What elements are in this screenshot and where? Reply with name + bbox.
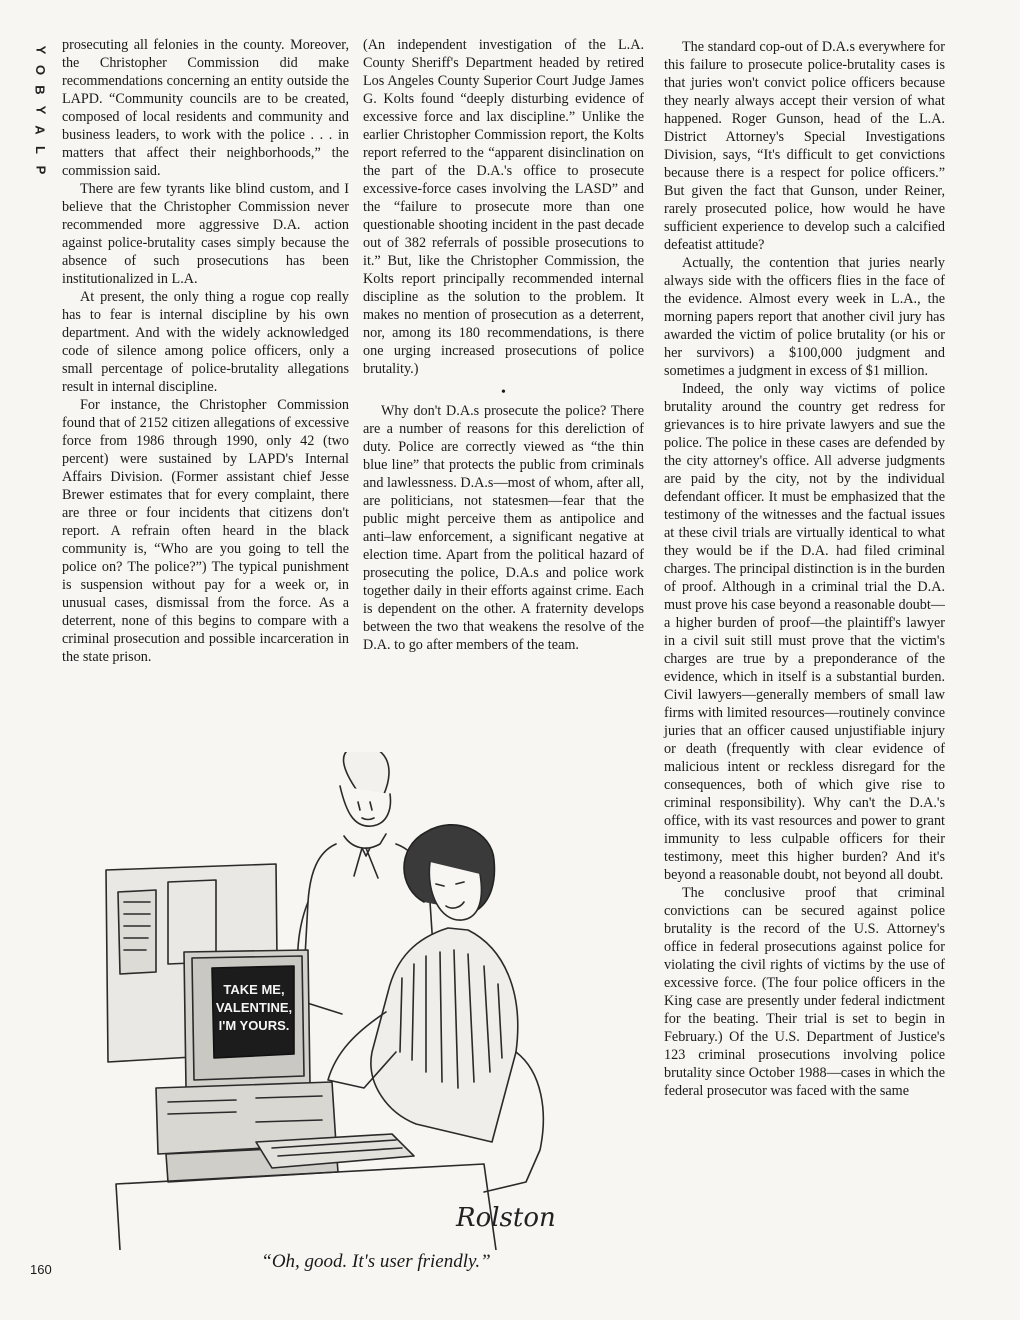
magazine-letter: B bbox=[32, 85, 48, 95]
cartoon-illustration bbox=[96, 752, 626, 1250]
paragraph: For instance, the Christopher Commission found that of 2152 citizen allegations of excessive force from 1986 through 1990, only 42 (two percent) were sustained by LAPD's Internal Affairs Division. (Former assistant chief Jesse Brewer estimates that for every complaint, there are three or four incidents that citizens don't report. A refrain often heard in the black community is, “Who are you going to tell the police on? The police?”) The typical punishment is suspension without pay for a week or, in unusual cases, dismissal from the force. As a deterrent, none of this begins to compare with a criminal prosecution and possible incarceration in the state prison. bbox=[62, 397, 349, 665]
magazine-letter: A bbox=[32, 125, 48, 135]
screen-text-line: TAKE ME, bbox=[223, 982, 285, 997]
paragraph: (An independent investigation of the L.A. County Sheriff's Department headed by retired Los Angeles County Superior Court Judge James G. Kolts found “deeply disturbing evidence of excessive force and lax discipline.” Unlike the earlier Christopher Commission report, the Kolts report referred to the “apparent disinclination on the part of the D.A.'s office to prosecute excessive-force cases involving the LASD” and the “failure to prosecute more than one questionable shooting incident in the past decade out of 382 referrals of possible prosecutions to it.” But, like the Christopher Commission, the Kolts report principally recommended internal discipline as the solution to the problem. It makes no mention of prosecution as a deterrent, nor, among its 180 recommendations, is there one urging increased prosecutions of police brutality.) bbox=[363, 37, 644, 377]
paragraph: Indeed, the only way victims of police brutality around the country get redress for grievances is to hire private lawyers and sue the police. The police in these cases are defended by the city attorney's office. All adverse judgments are paid by the city, not by the individual defendant officer. It must be emphasized that the testimony of the witnesses and the factual issues at these civil trials are virtually identical to what they would be if the D.A. had filed criminal charges. The principal distinction is in the burden of proof. Although in a criminal trial the D.A. must prove his case beyond a reasonable doubt—a higher burden of proof—the plaintiff's lawyer in a civil suit still must prove that the victim's charges are true by a preponderance of the evidence, which in itself is a substantial burden. Civil lawyers—generally members of small law firms with limited resources—routinely convince juries that an officer caused unjustifiable injury or death (frequently with clear evidence of malicious intent or reckless disregard for the consequences, both of which give rise to criminal responsibility). Why can't the D.A.'s office, with its vast resources and power to grant immunity to less culpable officers for their testimony, meet this higher burden? And it's beyond a reasonable doubt, not beyond all doubt. bbox=[664, 381, 945, 883]
page-number: 160 bbox=[30, 1262, 52, 1277]
screen-text-line: VALENTINE, bbox=[215, 1000, 293, 1015]
article-column-3 bbox=[664, 38, 945, 1100]
article-column-2 bbox=[363, 36, 644, 654]
paragraph: prosecuting all felonies in the county. Moreover, the Christopher Commission did make recommendations concerning an entity outside the LAPD. “Community councils are to be created, composed of local residents and community and business leaders, to work with the police . . . in matters that affect their neighborhoods,” the commission said. bbox=[62, 37, 349, 179]
screen-text-line: I'M YOURS. bbox=[218, 1018, 290, 1033]
paragraph: At present, the only thing a rogue cop really has to fear is internal discipline by his own department. And with the widely acknowledged code of silence among police officers, only a small percentage of police-brutality allegations result in internal discipline. bbox=[62, 289, 349, 395]
cartoon-caption: “Oh, good. It's user friendly.” bbox=[261, 1251, 491, 1272]
paragraph: There are few tyrants like blind custom, and I believe that the Christopher Commission never recommended more aggressive D.A. action against police-brutality cases simply because the absence of such prosecutions has been institutionalized in L.A. bbox=[62, 181, 349, 287]
paragraph: Actually, the contention that juries nearly always side with the officers flies in the face of the evidence. Almost every week in L.A., the morning papers report that another civil jury has awarded the victim of police brutality (or his or her survivors) a $100,000 judgment and sometimes a judgment in excess of $1 million. bbox=[664, 255, 945, 379]
magazine-letter: O bbox=[33, 64, 48, 76]
paragraph: The standard cop-out of D.A.s everywhere for this failure to prosecute police-brutality cases is that juries won't convict police officers because they nearly always accept their version of what happened. Roger Gunson, head of the L.A. District Attorney's Special Investigations Division, says, “It's difficult to get convictions because there is a respect for police officers.” But given the fact that Gunson, under Reiner, rarely prosecuted police, how would he have sufficient experience to develop such a calcified defeatist attitude? bbox=[664, 39, 945, 253]
paragraph: Why don't D.A.s prosecute the police? There are a number of reasons for this dereliction of duty. Police are correctly viewed as “the thin blue line” that protects the public from criminals and lawlessness. D.A.s—most of whom, after all, are politicians, not statesmen—fear that the public might perceive them as antipolice and anti–law enforcement, a significant negative at election time. Apart from the political hazard of prosecuting the police, D.A.s and police work together daily in their efforts against crime. Each is dependent on the other. A fraternity develops between the two that weakens the resolve of the D.A. to go after members of the team. bbox=[363, 403, 644, 653]
article-column-1 bbox=[62, 36, 349, 666]
magazine-letter: Y bbox=[32, 45, 48, 55]
magazine-letter: Y bbox=[32, 105, 48, 115]
magazine-letter: P bbox=[32, 165, 48, 175]
paragraph: The conclusive proof that criminal convictions can be secured against police brutality is the record of the U.S. Attorney's office in federal prosecutions against police for violating the civil rights of victims by the use of excessive force. (The four police officers in the King case are presently under federal indictment for the beating. Their trial is set to begin in February.) Of the U.S. Department of Justice's 123 criminal prosecutions involving police brutality since October 1988—cases in which the federal prosecutor was faced with the same bbox=[664, 885, 945, 1099]
magazine-name-vertical bbox=[30, 40, 50, 180]
artist-signature: Rolston bbox=[456, 1203, 556, 1233]
magazine-letter: L bbox=[32, 146, 48, 154]
section-break-bullet: • bbox=[501, 385, 506, 400]
